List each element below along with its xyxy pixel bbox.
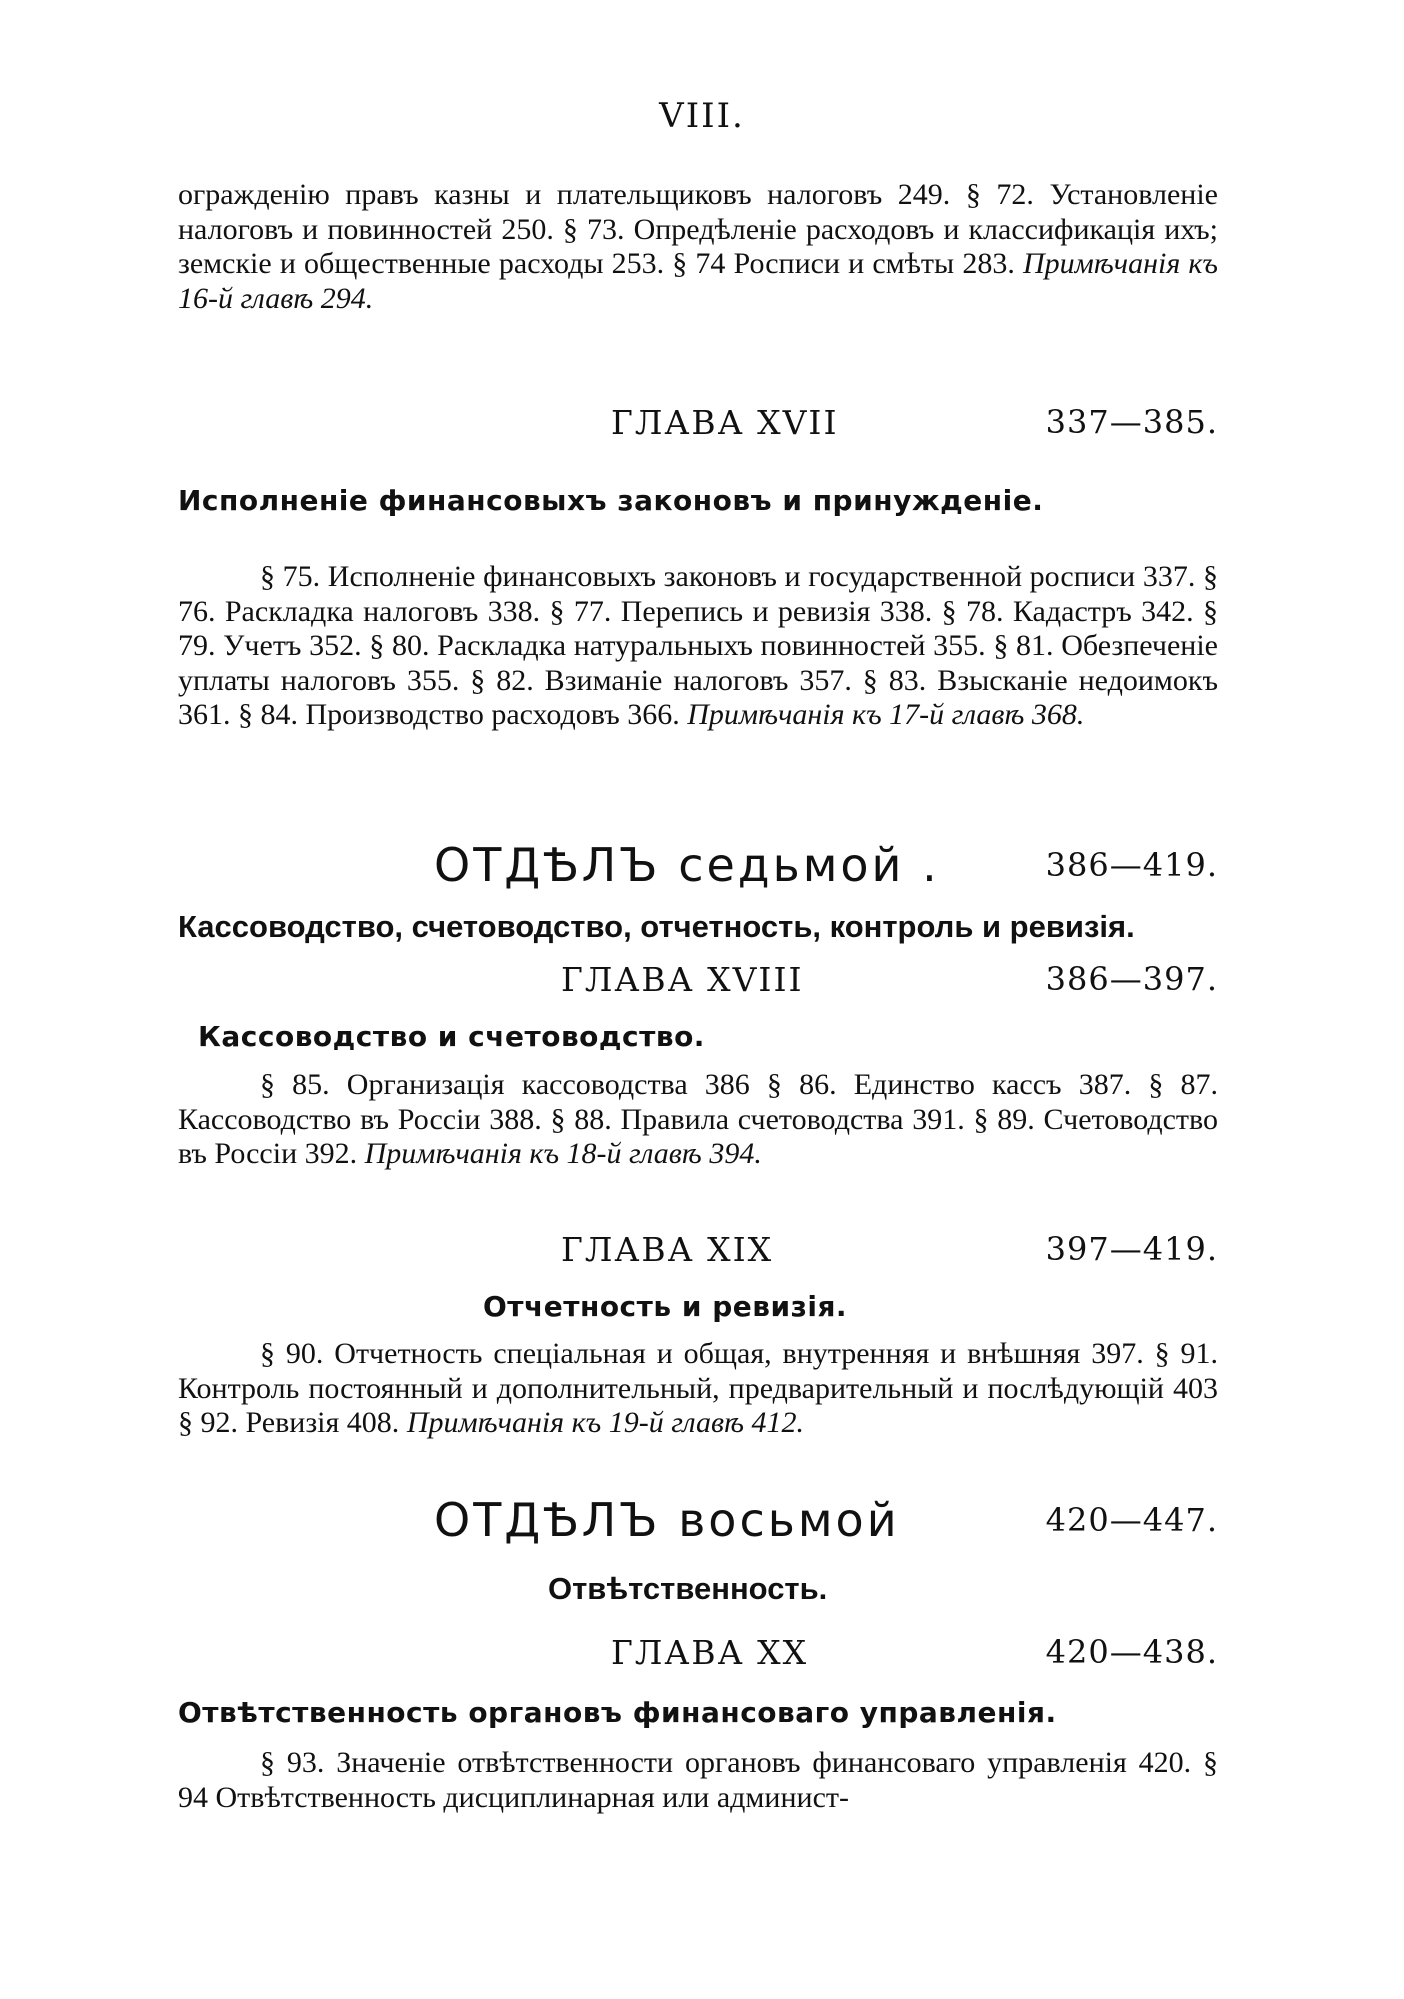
chapter-20-page-range: 420—438. <box>1045 1633 1218 1671</box>
ch18-note: Примѣчанія къ 18-й главѣ 394. <box>364 1137 762 1170</box>
chapter-17-title: Исполненіе финансовыхъ законовъ и принужденіе. <box>178 484 1044 517</box>
chapter-19-heading <box>178 1230 1218 1274</box>
toc-entry-ch17 <box>178 560 1218 733</box>
chapter-18-label: ГЛАВА XVIII <box>561 960 804 999</box>
section-7-title: Кассоводство, счетоводство, отчетность, контроль и ревизія. <box>178 909 1135 944</box>
section-7-label: ОТДѢЛЪ седьмой . <box>434 838 940 892</box>
chapter-18-heading <box>178 960 1218 1004</box>
section-8-page-range: 420—447. <box>1045 1501 1218 1539</box>
ch17-text: § 75. Исполненіе финансовыхъ законовъ и государственной росписи 337. § 76. Раскладка налоговъ 338. § 77. Перепись и ревизія 338. § 78. Кадастръ 342. § 79. Учетъ 352. § 80. Раскладка натуральныхъ повинностей 355. § 81. Обезпеченіе уплаты налоговъ 355. § 82. Взиманіе налоговъ 357. § 83. Взысканіе недоимокъ 361. § 84. Производство расходовъ 366. <box>178 560 1218 731</box>
section-8-heading <box>178 1493 1218 1553</box>
ch19-note: Примѣчанія къ 19-й главѣ 412. <box>406 1406 804 1439</box>
toc-entry-ch18 <box>178 1068 1218 1172</box>
chapter-20-heading <box>178 1633 1218 1677</box>
chapter-18-page-range: 386—397. <box>1045 960 1218 998</box>
ch18-text: § 85. Организація кассоводства 386 § 86. Единство кассъ 387. § 87. Кассоводство въ Россіи 388. § 88. Правила счетоводства 391. § 89. Счетоводство въ Россіи 392. <box>178 1068 1218 1170</box>
ch16-text: огражденію правъ казны и плательщиковъ налоговъ 249. § 72. Установленіе налоговъ и повинностей 250. § 73. Опредѣленіе расходовъ и классификація ихъ; земскіе и общественные расходы 253. § 74 Росписи и смѣты 283. <box>178 178 1218 280</box>
chapter-17-page-range: 337—385. <box>1045 403 1218 441</box>
toc-entry-ch20 <box>178 1746 1218 1815</box>
section-7-page-range: 386—419. <box>1045 846 1218 884</box>
ch16-note: Примѣчанія къ 16-й главѣ 294. <box>178 247 1218 315</box>
toc-entry-ch16-continued <box>178 178 1218 316</box>
ch17-note: Примѣчанія къ 17-й главѣ 368. <box>687 698 1085 731</box>
chapter-18-title: Кассоводство и счетоводство. <box>198 1020 705 1053</box>
section-7-heading <box>178 838 1218 898</box>
ch20-text: § 93. Значеніе отвѣтственности органовъ финансоваго управленія 420. § 94 Отвѣтственность дисциплинарная или админист- <box>178 1746 1218 1814</box>
ch19-text: § 90. Отчетность спеціальная и общая, внутренняя и внѣшняя 397. § 91. Контроль постоянный и дополнительный, предварительный и послѣдующій 403 § 92. Ревизія 408. <box>178 1337 1218 1439</box>
chapter-19-label: ГЛАВА XIX <box>561 1230 774 1269</box>
chapter-17-label: ГЛАВА XVII <box>611 403 839 442</box>
toc-entry-ch19 <box>178 1337 1218 1441</box>
section-8-title: Отвѣтственность. <box>548 1571 828 1606</box>
chapter-20-label: ГЛАВА XX <box>611 1633 809 1672</box>
chapter-19-title: Отчетность и ревизія. <box>483 1290 848 1323</box>
chapter-19-page-range: 397—419. <box>1045 1230 1218 1268</box>
section-8-label: ОТДѢЛЪ восьмой <box>434 1493 900 1547</box>
page-number: VIII. <box>659 96 745 136</box>
chapter-20-title: Отвѣтственность органовъ финансоваго управленія. <box>178 1696 1057 1729</box>
chapter-17-heading <box>178 403 1218 447</box>
